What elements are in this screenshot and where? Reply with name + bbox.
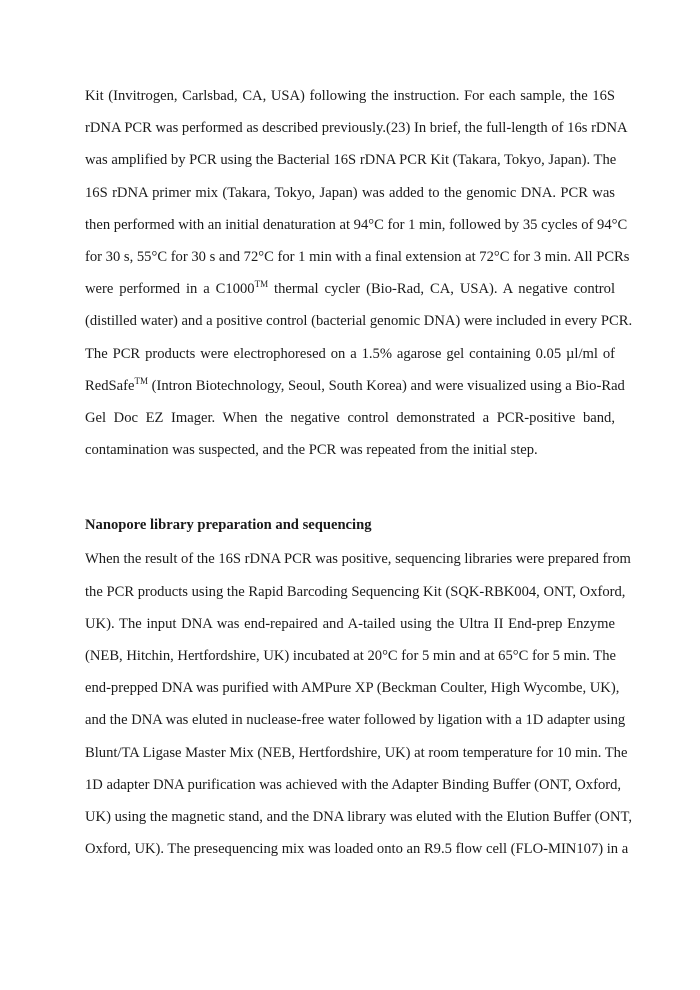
text-line xyxy=(85,273,615,305)
text-line: Oxford, UK). The presequencing mix was loaded onto an R9.5 flow cell (FLO-MIN107) in a xyxy=(85,841,629,858)
section-heading: Nanopore library preparation and sequencing xyxy=(85,517,372,534)
text-line: end-prepped DNA was purified with AMPure XP (Beckman Coulter, High Wycombe, UK), xyxy=(85,680,620,697)
text-line: the PCR products using the Rapid Barcoding Sequencing Kit (SQK-RBK004, ONT, Oxford, xyxy=(85,583,626,600)
text-line: Gel Doc EZ Imager. When the negative control demonstrated a PCR-positive band, xyxy=(85,409,615,426)
text-line: then performed with an initial denaturation at 94°C for 1 min, followed by 35 cycles of 94°C xyxy=(85,216,628,233)
trademark-superscript: TM xyxy=(134,375,148,386)
text-line: UK). The input DNA was end-repaired and A-tailed using the Ultra II End-prep Enzyme xyxy=(85,615,615,632)
text-run: were performed in a C1000 xyxy=(85,281,255,298)
text-line: Blunt/TA Ligase Master Mix (NEB, Hertfordshire, UK) at room temperature for 10 min. The xyxy=(85,744,628,761)
text-run: RedSafe xyxy=(85,377,135,394)
document-page xyxy=(85,80,633,865)
text-line: and the DNA was eluted in nuclease-free water followed by ligation with a 1D adapter using xyxy=(85,712,626,729)
paragraph-nanopore-library xyxy=(85,543,633,865)
text-line: was amplified by PCR using the Bacterial 16S rDNA PCR Kit (Takara, Tokyo, Japan). The xyxy=(85,152,617,169)
text-line: 16S rDNA primer mix (Takara, Tokyo, Japan) was added to the genomic DNA. PCR was xyxy=(85,184,615,201)
text-line: rDNA PCR was performed as described previously.(23) In brief, the full-length of 16s rDNA xyxy=(85,120,628,137)
text-line: When the result of the 16S rDNA PCR was positive, sequencing libraries were prepared from xyxy=(85,551,631,568)
text-line: (distilled water) and a positive control (bacterial genomic DNA) were included in every PCR. xyxy=(85,313,633,330)
text-line: The PCR products were electrophoresed on a 1.5% agarose gel containing 0.05 µl/ml of xyxy=(85,345,615,362)
text-line: UK) using the magnetic stand, and the DNA library was eluted with the Elution Buffer (ONT, xyxy=(85,808,633,825)
text-line: (NEB, Hitchin, Hertfordshire, UK) incubated at 20°C for 5 min and at 65°C for 5 min. The xyxy=(85,648,616,664)
text-run: thermal cycler (Bio-Rad, CA, USA). A negative control xyxy=(268,281,615,298)
text-line: for 30 s, 55°C for 30 s and 72°C for 1 min with a final extension at 72°C for 3 min. All PCRs xyxy=(85,248,630,265)
trademark-superscript: TM xyxy=(254,279,269,290)
text-line: contamination was suspected, and the PCR was repeated from the initial step. xyxy=(85,442,538,459)
text-line xyxy=(85,370,625,402)
text-line: 1D adapter DNA purification was achieved with the Adapter Binding Buffer (ONT, Oxford, xyxy=(85,776,622,793)
paragraph-pcr-methods xyxy=(85,80,633,466)
text-line: Kit (Invitrogen, Carlsbad, CA, USA) following the instruction. For each sample, the 16S xyxy=(85,88,615,104)
text-run: (Intron Biotechnology, Seoul, South Korea) and were visualized using a Bio-Rad xyxy=(147,377,625,394)
